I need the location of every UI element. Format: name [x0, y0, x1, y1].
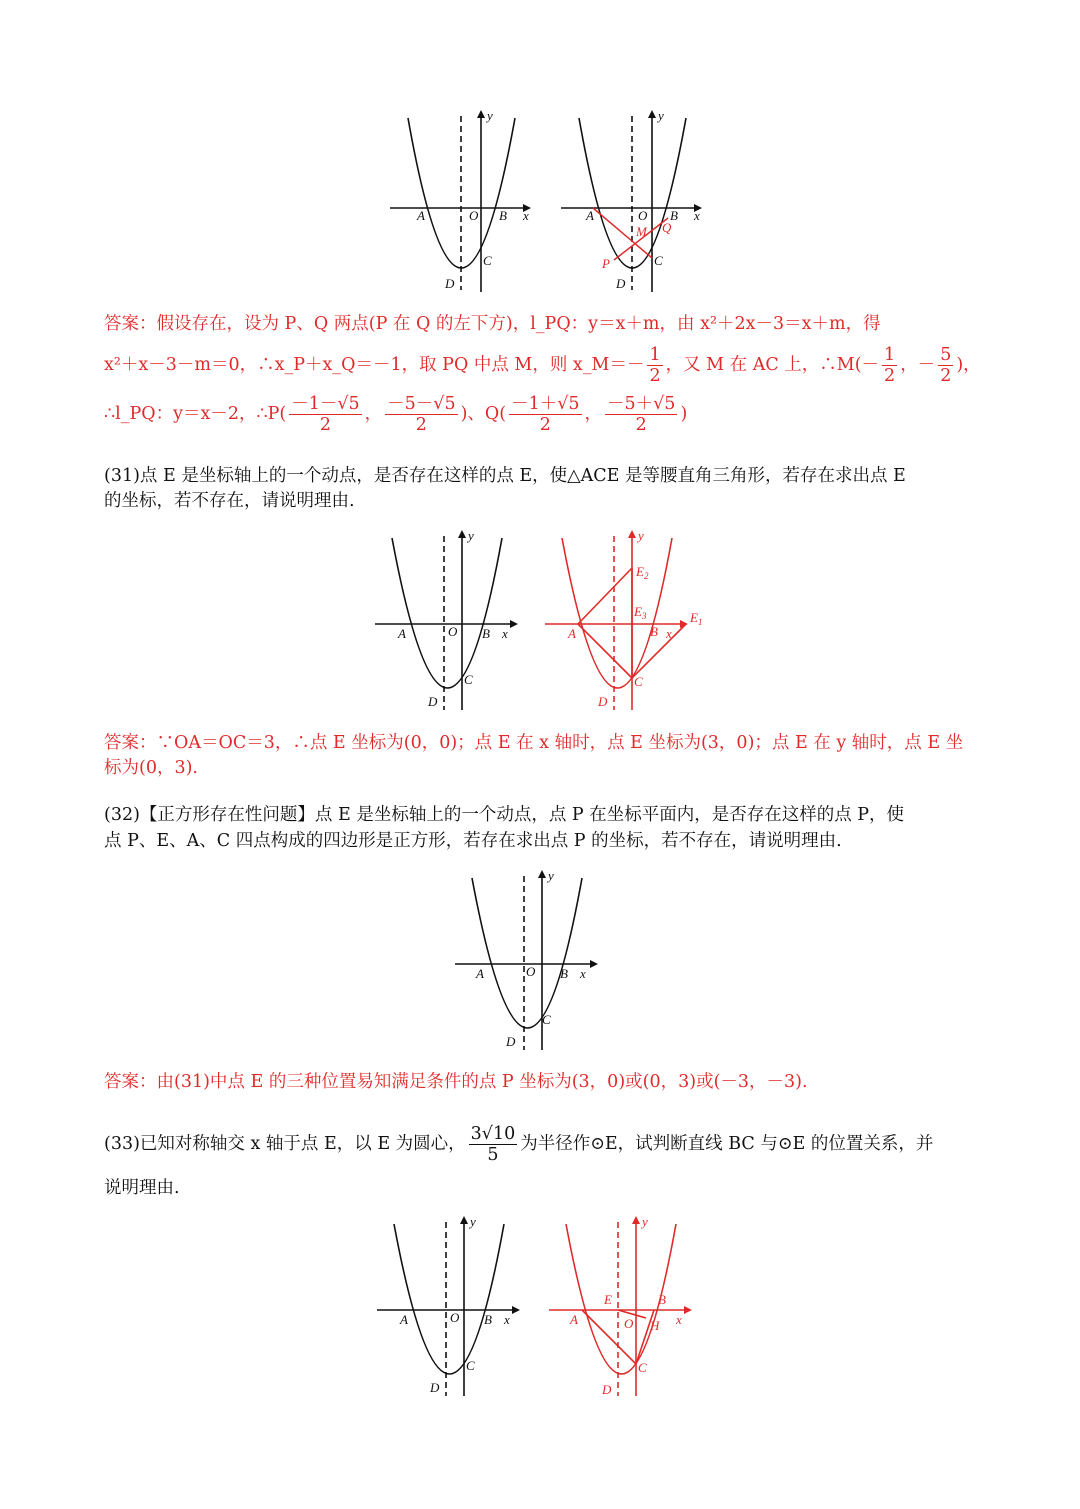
label-O: O: [624, 1316, 634, 1331]
answer-1-line-3: ∴l_PQ：y＝x－2，∴P( $\frac{-1-√5}{2}$ ， $\frac{-5-√5}{2}$ )、Q( $\frac{-1+√5}{2}$ ， $\frac{-5+√5}{2}$ ): [104, 394, 688, 435]
question-32-line-1: (32)【正方形存在性问题】点 E 是坐标轴上的一个动点，点 P 在坐标平面内，是否存在这样的点 P，使: [104, 805, 905, 825]
segment-CE1: [632, 624, 686, 678]
question-33-line-2: 说明理由.: [104, 1178, 180, 1198]
question-32-line-2: 点 P、E、A、C 四点构成的四边形是正方形，若存在求出点 P 的坐标，若不存在，请说明理由.: [104, 831, 842, 851]
label-x: x: [676, 1312, 682, 1327]
answer-1-text: ，－: [900, 355, 936, 375]
answer-31-line-2: 标为(0，3).: [104, 758, 198, 778]
label-M: M: [636, 224, 647, 239]
answer-1-text: )，: [956, 355, 981, 375]
label-H: H: [650, 1318, 660, 1333]
answer-1-text: x²＋x－3－m＝0，∴x_P＋x_Q＝－1，取 PQ 中点 M，则 x_M＝－: [104, 355, 645, 375]
label-A: A: [417, 208, 425, 223]
label-y: y: [642, 1214, 648, 1229]
label-A: A: [476, 966, 484, 981]
label-C: C: [483, 253, 492, 268]
label-x: x: [502, 626, 508, 641]
question-33-line-1: [104, 1124, 933, 1165]
label-x: x: [580, 966, 586, 981]
label-E2: $E_2$: [636, 564, 649, 581]
label-C: C: [654, 253, 663, 268]
label-O: O: [448, 624, 458, 639]
label-y: y: [658, 108, 664, 123]
segment-AE2: [578, 568, 632, 624]
label-y: y: [548, 868, 554, 883]
question-31-line-2: 的坐标，若不存在，请说明理由.: [104, 491, 355, 511]
figure-parabola-3: [452, 868, 602, 1058]
answer-1-line-2: [104, 345, 981, 386]
label-C: C: [466, 1358, 475, 1373]
label-A: A: [398, 626, 406, 641]
label-D: D: [445, 276, 455, 291]
question-33-text: (33)已知对称轴交 x 轴于点 E，以 E 为圆心，: [104, 1134, 466, 1154]
figure-parabola-pq: [556, 108, 706, 298]
fraction-one-half: $\frac{1}{2}$: [884, 345, 896, 386]
label-O: O: [450, 1310, 460, 1325]
label-x: x: [504, 1312, 510, 1327]
fraction-one-half: $\frac{1}{2}$: [649, 345, 661, 386]
label-B: B: [484, 1312, 492, 1327]
label-y: y: [638, 528, 644, 543]
label-E3: $E_3$: [634, 604, 647, 621]
label-y: y: [468, 528, 474, 543]
label-E1: $E_1$: [690, 610, 703, 627]
answer-1-text: ∴l_PQ：y＝x－2，∴P(: [104, 404, 287, 424]
label-y: y: [487, 108, 493, 123]
fraction-p-y: $\frac{-5-√5}{2}$: [387, 394, 456, 435]
label-A: A: [586, 208, 594, 223]
label-C: C: [638, 1360, 647, 1375]
figure-parabola-1: [385, 108, 535, 298]
label-E: E: [604, 1292, 612, 1307]
label-D: D: [428, 694, 438, 709]
label-D: D: [598, 694, 608, 709]
question-33-text: 为半径作⊙E，试判断直线 BC 与⊙E 的位置关系，并: [520, 1134, 934, 1154]
fraction-q-x: $\frac{-1+√5}{2}$: [511, 394, 580, 435]
fraction-five-half: $\frac{5}{2}$: [940, 345, 952, 386]
question-31-line-1: (31)点 E 是坐标轴上的一个动点，是否存在这样的点 E，使△ACE 是等腰直角三角形，若存在求出点 E: [104, 466, 906, 486]
answer-1-text: ，又 M 在 AC 上，∴M(－: [665, 355, 880, 375]
fraction-p-x: $\frac{-1-√5}{2}$: [291, 394, 360, 435]
label-A: A: [568, 626, 576, 641]
label-B: B: [499, 208, 507, 223]
label-P: P: [602, 256, 610, 271]
answer-32-line-1: 答案：由(31)中点 E 的三种位置易知满足条件的点 P 坐标为(3，0)或(0，3)或(－3，－3).: [104, 1072, 808, 1092]
label-x: x: [523, 208, 529, 223]
fraction-q-y: $\frac{-5+√5}{2}$: [607, 394, 676, 435]
label-x: x: [666, 626, 672, 641]
label-D: D: [430, 1380, 440, 1395]
answer-1-line-1: 答案：假设存在，设为 P、Q 两点(P 在 Q 的左下方)，l_PQ：y＝x＋m，由 x²＋2x－3＝x＋m，得: [104, 314, 881, 334]
fraction-radius: $\frac{3√10}{5}$: [470, 1124, 516, 1165]
label-C: C: [634, 674, 643, 689]
label-O: O: [638, 208, 648, 223]
label-O: O: [526, 964, 536, 979]
label-C: C: [464, 672, 473, 687]
label-B: B: [650, 624, 658, 639]
label-A: A: [570, 1312, 578, 1327]
label-B: B: [670, 208, 678, 223]
figure-parabola-circle-red: [546, 1214, 696, 1404]
label-D: D: [602, 1382, 612, 1397]
label-D: D: [616, 276, 626, 291]
label-B: B: [658, 1292, 666, 1307]
segment-AC: [578, 624, 632, 678]
label-Q: Q: [662, 220, 672, 235]
label-C: C: [542, 1012, 551, 1027]
label-y: y: [470, 1214, 476, 1229]
answer-31-line-1: 答案：∵OA＝OC＝3，∴点 E 坐标为(0，0)；点 E 在 x 轴时，点 E 坐标为(3，0)；点 E 在 y 轴时，点 E 坐: [104, 733, 964, 753]
label-B: B: [560, 966, 568, 981]
label-O: O: [469, 208, 479, 223]
label-A: A: [400, 1312, 408, 1327]
label-x: x: [694, 208, 700, 223]
figure-parabola-e-red: [542, 528, 712, 718]
label-D: D: [506, 1034, 516, 1049]
label-B: B: [482, 626, 490, 641]
figure-parabola-4: [374, 1214, 524, 1404]
figure-parabola-2: [372, 528, 522, 718]
